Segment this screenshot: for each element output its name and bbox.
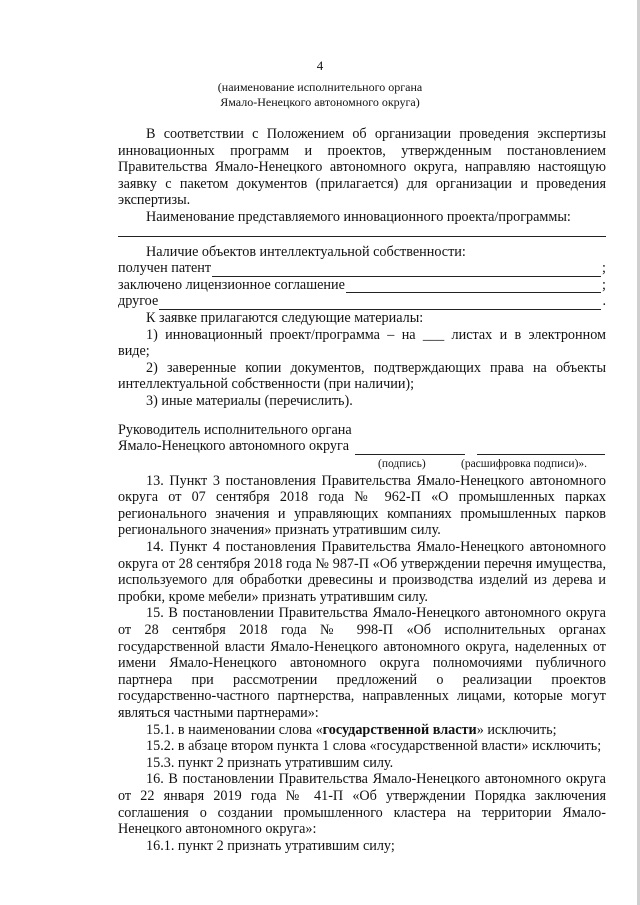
signature-captions bbox=[118, 455, 606, 473]
ip-item-patent bbox=[118, 260, 606, 277]
signature-row bbox=[118, 438, 606, 455]
document-body bbox=[118, 126, 606, 854]
page-number: 4 bbox=[316, 58, 324, 73]
intro-paragraph: В соответствии с Положением об организации проведения экспертизы инновационных программ и проектов, утвержденным постановлением Правительства Ямало-Ненецкого автономного округа, направляю настоящую заявку с пакетом документов (прилагается) для организации и проведения экспертизы. bbox=[118, 126, 606, 209]
paragraph-16-1: 16.1. пункт 2 признать утратившим силу; bbox=[146, 837, 395, 854]
paragraph-16: 16. В постановлении Правительства Ямало-Ненецкого автономного округа от 22 января 2019 года № 41-П «Об утверждении Порядка заключения соглашения о создании промышленного кластера на территории Ямало-Ненецкого автономного округа»: bbox=[118, 771, 606, 838]
project-name-label: Наименование представляемого инновационного проекта/программы: bbox=[146, 208, 571, 225]
ip-item-label: другое bbox=[118, 293, 159, 310]
signature-decode-line bbox=[477, 441, 605, 455]
signature-caption-sign: (подпись) bbox=[378, 457, 426, 470]
p15-1-post: » исключить; bbox=[476, 721, 557, 738]
ip-item-label: получен патент bbox=[118, 260, 212, 277]
ip-item-end: ; bbox=[602, 276, 606, 293]
paragraph-14: 14. Пункт 4 постановления Правительства Ямало-Ненецкого автономного округа от 28 сентября 2018 года № 987-П «Об утверждении перечня имущества, используемого для обработки древесины и производства изделий из дерева и пробки, кроме мебели» признать утратившим силу. bbox=[118, 539, 606, 605]
org-caption bbox=[0, 80, 640, 110]
attach-heading: К заявке прилагаются следующие материалы: bbox=[146, 309, 424, 326]
ip-item-end: . bbox=[602, 293, 606, 310]
blank-line bbox=[159, 296, 601, 310]
p15-1-pre: 15.1. в наименовании слова « bbox=[146, 721, 323, 738]
paragraph-13: 13. Пункт 3 постановления Правительства Ямало-Ненецкого автономного округа от 07 сентября 2018 года № 962-П «О промышленных парках регионального значения и управляющих компаниях промышленных парков регионального значения» признать утратившим силу. bbox=[118, 472, 606, 539]
ip-item-label: заключено лицензионное соглашение bbox=[118, 276, 345, 293]
signature-line bbox=[355, 441, 465, 455]
p15-1-bold: государственной власти bbox=[322, 721, 477, 738]
attach-item: 1) инновационный проект/программа – на ___ листах и в электронном виде; bbox=[118, 326, 606, 360]
org-caption-line2: Ямало-Ненецкого автономного округа) bbox=[220, 95, 420, 109]
ip-item-end: ; bbox=[602, 260, 606, 277]
blank-line bbox=[212, 263, 601, 277]
ip-heading: Наличие объектов интеллектуальной собственности: bbox=[146, 243, 466, 260]
project-name-blank-line bbox=[118, 226, 606, 237]
paragraph-15: 15. В постановлении Правительства Ямало-Ненецкого автономного округа от 28 сентября 2018 года № 998-П «Об исполнительных органах государственной власти Ямало-Ненецкого автономного округа, наделенных от имени Ямало-Ненецкого автономного округа полномочиями публичного партнера при рассмотрении предложений о реализации проектов государственно-частного партнерства, направленных лицами, которые могут являться частными партнерами»: bbox=[118, 605, 606, 721]
attach-item: 2) заверенные копии документов, подтверждающих права на объекты интеллектуальной собственности (при наличии); bbox=[118, 359, 606, 393]
paragraph-15-2: 15.2. в абзаце втором пункта 1 слова «государственной власти» исключить; bbox=[146, 738, 602, 755]
attach-item: 3) иные материалы (перечислить). bbox=[146, 392, 353, 409]
paragraph-15-3: 15.3. пункт 2 признать утратившим силу. bbox=[146, 754, 394, 771]
signature-title: Руководитель исполнительного органа bbox=[118, 421, 352, 438]
paragraph-15-1 bbox=[118, 722, 606, 739]
signature-caption-decode: (расшифровка подписи)». bbox=[461, 457, 588, 470]
ip-item-other bbox=[118, 293, 606, 310]
signature-org: Ямало-Ненецкого автономного округа bbox=[118, 438, 350, 455]
ip-item-license bbox=[118, 277, 606, 294]
org-caption-line1: (наименование исполнительного органа bbox=[217, 80, 423, 94]
blank-line bbox=[346, 279, 601, 293]
